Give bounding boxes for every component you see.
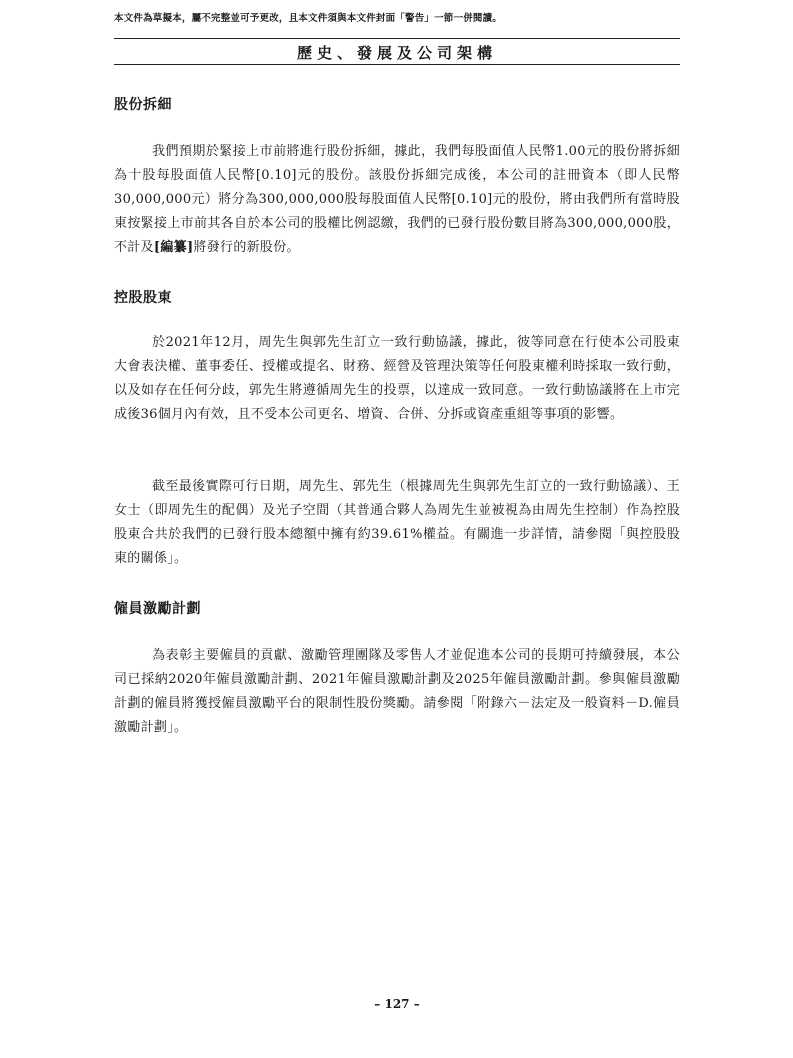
paragraph-share-subdivision-text: 我們預期於緊接上市前將進行股份拆細，據此，我們每股面值人民幣1.00元的股份將拆細為十股每股面值人民幣[0.10]元的股份。該股份拆細完成後，本公司的註冊資本（即人民幣30,000,000元）將分為300,000,000股每股面值人民幣[0.10]元的股份，將由我們所有當時股東按緊接上市前其各自於本公司的股權比例認繳，我們的已發行股份數目將為300,000,000股，不計及 <box>114 144 680 255</box>
chapter-title: 歷史、發展及公司架構 <box>296 44 497 62</box>
section-heading-employee-incentive: 僱員激勵計劃 <box>114 601 201 617</box>
draft-notice: 本文件為草擬本，屬不完整並可予更改，且本文件須與本文件封面「警告」一節一併閱讀。 <box>114 13 503 24</box>
paragraph-concert-agreement: 於2021年12月，周先生與郭先生訂立一致行動協議，據此，彼等同意在行使本公司股東大會表決權、董事委任、授權或提名、財務、經營及管理決策等任何股東權利時採取一致行動，以及如存在任何分歧，郭先生將遵循周先生的投票，以達成一致同意。一致行動協議將在上市完成後36個月內有效，且不受本公司更名、增資、合併、分拆或資產重組等事項的影響。 <box>114 335 680 422</box>
header-rule-bottom <box>114 64 680 65</box>
section-heading-share-subdivision: 股份拆細 <box>114 97 172 113</box>
paragraph-share-subdivision-tail: 將發行的新股份。 <box>193 240 300 255</box>
header-rule-top <box>114 38 680 39</box>
paragraph-share-subdivision <box>114 140 680 260</box>
section-heading-controlling-shareholders: 控股股東 <box>114 290 172 306</box>
redacted-marker: [編纂] <box>153 240 194 255</box>
paragraph-controlling-interest: 截至最後實際可行日期，周先生、郭先生（根據周先生與郭先生訂立的一致行動協議）、王女士（即周先生的配偶）及光子空間（其普通合夥人為周先生並被視為由周先生控制）作為控股股東合共於我們的已發行股本總額中擁有約39.61%權益。有關進一步詳情，請參閱「與控股股東的關係」。 <box>114 479 680 566</box>
paragraph-employee-incentive: 為表彰主要僱員的貢獻、激勵管理團隊及零售人才並促進本公司的長期可持續發展，本公司已採納2020年僱員激勵計劃、2021年僱員激勵計劃及2025年僱員激勵計劃。參與僱員激勵計劃的僱員將獲授僱員激勵平台的限制性股份獎勵。請參閱「附錄六－法定及一般資料－D.僱員激勵計劃」。 <box>114 648 680 735</box>
page-number: – 127 – <box>374 997 420 1011</box>
